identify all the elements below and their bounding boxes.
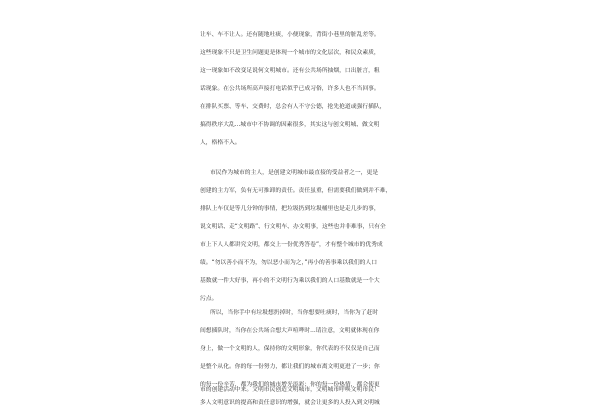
- text-line: 排队上车仅是等几分钟的事情，把垃圾扔到垃圾桶里也是走几步的事，: [200, 206, 380, 212]
- text-line: 市民作为城市的主人，是创建文明城市最直接的受益者之一，更是: [210, 170, 379, 176]
- text-line: 污点。: [200, 296, 218, 302]
- text-line: 多人文明意识的提高和责任意识的增强，就会让更多的人投入到文明城: [200, 400, 380, 406]
- text-line: 在排队买票、等车、交费时，总会有人不守公德，抢先抢道或强行插队，: [200, 104, 386, 110]
- text-line: 话现象。在公共场所高声接打电话似乎已成习俗，许多人也不当回事。: [200, 86, 380, 92]
- text-line: 说文明话、走“文明路”、行文明车、办文明事，这些也并非难事，只有全: [200, 224, 386, 230]
- text-line: 的每一份辛苦，都为我们的城市增光添彩；你的每一份热情，都会使更: [200, 382, 380, 388]
- text-line: 人，格格不入。: [200, 140, 241, 146]
- text-line: 这一现象如不改变足说何文明城市。还有公共场所抽烟，口出脏言，粗: [200, 68, 380, 74]
- text-line: 基数就一件大好事，再小的不文明行为乘以我们的人口基数就是一个大: [200, 278, 380, 284]
- text-line: 绩。“勿以善小而不为，勿以恶小而为之，”再小的善事乘以我们的人口: [200, 260, 378, 266]
- text-line: 这些现象不只是卫生问题更是体现一个城市的文化层次，和民众素质，: [200, 50, 380, 56]
- text-line: 市的创建活动中来。文明市民创造文明城市，文明城市呼唤文明市民！: [200, 387, 380, 393]
- text-line: 市上下人人都讲究文明，都交上一份优秀答卷”，才有整个城市的优秀成: [200, 242, 383, 248]
- text-line: 搞得秩序大乱...城市中不协调的因素很多，其实这与创文明城、做文明: [200, 122, 380, 128]
- text-line: 是整个从化。你的每一份努力，都让我们的城市离文明更进了一步；你: [200, 364, 380, 370]
- document-page: [200, 30, 400, 406]
- text-line: 间想插队时，当你在公共场合想大声喧哗时...请注意，文明就体现在你: [200, 328, 380, 334]
- text-line: 所以，当你手中有垃圾想扔掉时，当你想要吐痰时，当你为了赶时: [210, 310, 379, 316]
- text-line: 让车、车不让人。还有随地吐痰，小便现象，背街小巷里的脏乱差等。: [200, 32, 380, 38]
- text-line: 身上，做一个文明的人，保持你的文明形象，你代表的不仅仅是自己而: [200, 346, 380, 352]
- text-line: 创建的主力军，负有无可推卸的责任。责任虽重，但需要我们做到并不难，: [200, 188, 392, 194]
